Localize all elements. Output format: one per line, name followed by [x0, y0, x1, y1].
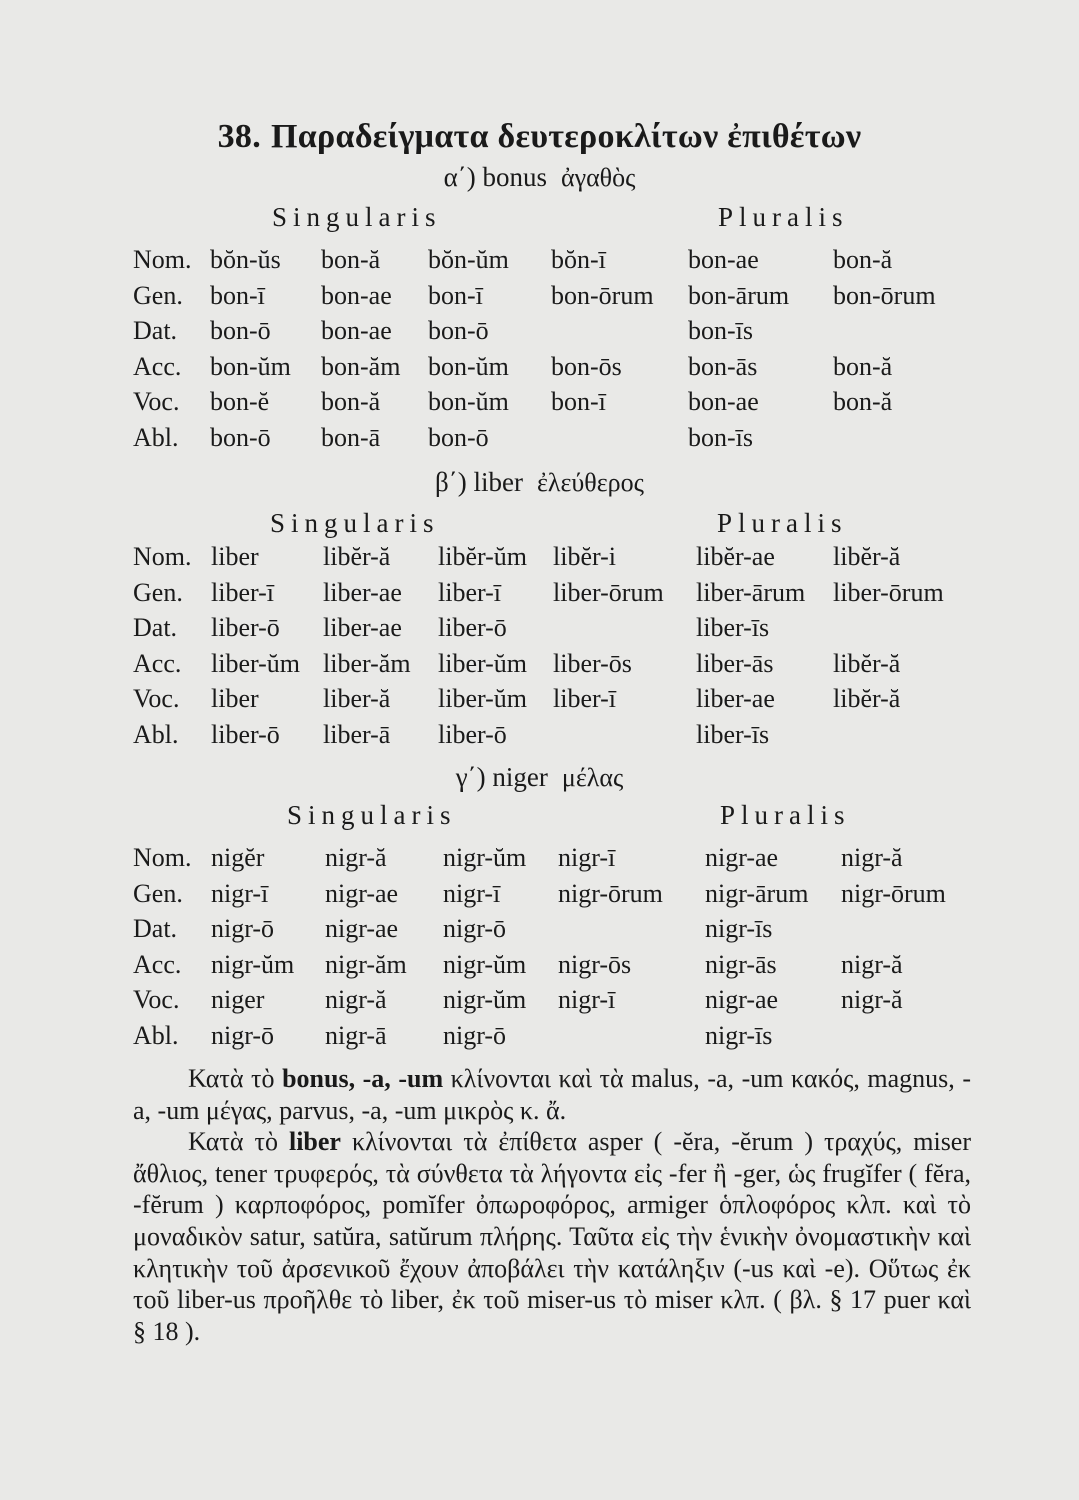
form-cell: libĕr-ŭm — [438, 542, 528, 571]
form-cell: liber-ŭm — [438, 648, 528, 678]
form-cell: nigr-ārum — [705, 878, 809, 908]
text-run: κλίνονται τὰ ἐπίθετα asper ( -ĕra, -ĕrum ) τραχύς, miser ἄθλιος, tener τρυφερός, τὰ σύνθετα τὰ λήγοντα εἰς -fer ἢ -ger, ὡς frugĭfer ( fĕra, -fĕrum ) καρποφόρος, pomĭfer ὀπωροφόρος, armiger ὁπλοφόρος κλπ. καὶ τὸ μοναδικὸν satur, satŭra, satŭrum πλήρης. Ταῦτα εἰς τὴν ἑνικὴν ὀνομαστικὴν καὶ κλητικὴν τοῦ ἀρσενικοῦ ἔχουν ἀποβάλει τὴν κατάληξιν (-us καὶ -e). Οὕτως ἐκ τοῦ liber-us προῆλθε τὸ liber, ἐκ τοῦ miser-us τὸ miser κλπ. ( βλ. § 17 puer καὶ § 18 ). — [133, 1127, 972, 1346]
subtitle-liber — [0, 467, 1079, 498]
form-cell: bon-ō — [210, 316, 271, 345]
case-label: Nom. — [133, 542, 192, 571]
form-cell: bŏn-ī — [551, 245, 606, 274]
case-label: Nom. — [133, 245, 192, 274]
subtitle-greek: μέλας — [561, 763, 624, 792]
form-cell: liber-ārum — [696, 577, 806, 607]
form-cell: nigr-ās — [705, 949, 777, 979]
case-label: Abl. — [133, 1020, 179, 1050]
bold-term: bonus, -a, -um — [282, 1064, 444, 1093]
case-label: Acc. — [133, 648, 182, 678]
section-heading: Παραδείγματα δευτεροκλίτων ἐπιθέτων — [271, 118, 862, 155]
form-cell: liber-ī — [211, 577, 275, 607]
paragraph-liber — [133, 1126, 971, 1347]
form-cell: bon-ōrum — [551, 280, 654, 310]
form-cell: nigr-ă — [841, 843, 903, 872]
case-label: Abl. — [133, 422, 179, 452]
form-cell: bon-ŭm — [210, 351, 291, 381]
form-cell: bon-ō — [428, 316, 489, 345]
form-cell: liber-īs — [696, 613, 770, 642]
form-cell: nigr-ā — [325, 1020, 387, 1050]
pluralis-heading: Pluralis — [717, 508, 848, 538]
form-cell: bon-ă — [833, 245, 893, 274]
form-cell: nigr-ō — [211, 914, 275, 943]
bold-term: liber — [288, 1127, 341, 1157]
form-cell: bon-ae — [688, 245, 759, 274]
form-cell: liber-ae — [323, 613, 402, 642]
form-cell: nigr-ō — [211, 1020, 275, 1050]
form-cell: nigr-ă — [325, 843, 387, 872]
form-cell: bon-ās — [688, 351, 758, 381]
form-cell: bon-ārum — [688, 280, 790, 310]
form-cell: bon-ō — [428, 422, 489, 452]
singularis-heading: Singularis — [287, 800, 457, 830]
form-cell: bon-ă — [321, 387, 381, 416]
case-label: Nom. — [133, 843, 192, 872]
text-run: Κατὰ τὸ — [188, 1127, 289, 1157]
case-label: Dat. — [133, 316, 178, 345]
form-cell: liber-ō — [438, 719, 507, 749]
form-cell: liber-ō — [438, 613, 507, 642]
subtitle-label: α΄) bonus — [443, 162, 547, 192]
form-cell: libĕr-ă — [833, 684, 901, 713]
form-cell: liber-ōs — [553, 648, 632, 678]
form-cell: nigr-ŭm — [211, 949, 295, 979]
form-cell: liber-ăm — [323, 648, 411, 678]
form-cell: nigr-ōs — [558, 949, 632, 979]
text-run: κλίνονται καὶ τὰ malus, -a, -um κακός, magnus, -a, -um μέγας, parvus, -a, -um μικρὸς κ. ἄ. — [133, 1064, 972, 1125]
form-cell: bon-ŭm — [428, 351, 509, 381]
form-cell: nigr-ō — [443, 1020, 507, 1050]
form-cell: bon-ă — [321, 245, 381, 274]
form-cell: nigr-ī — [211, 878, 269, 908]
form-cell: liber-ōrum — [553, 577, 664, 607]
form-cell: bon-ae — [321, 316, 392, 345]
case-label: Voc. — [133, 985, 180, 1014]
form-cell: bon-ăm — [321, 351, 401, 381]
form-cell: nigr-ae — [705, 985, 779, 1014]
form-cell: bon-ă — [833, 351, 893, 381]
case-label: Gen. — [133, 577, 183, 607]
form-cell: nigr-ae — [325, 878, 399, 908]
form-cell: nigr-ă — [841, 985, 903, 1014]
form-cell: bon-ŭm — [428, 387, 509, 416]
section-number: 38. — [217, 118, 262, 155]
subtitle-niger — [0, 762, 1079, 793]
paragraph-bonus — [133, 1063, 971, 1126]
pluralis-heading: Pluralis — [718, 202, 849, 232]
case-label: Abl. — [133, 719, 179, 749]
form-cell: bon-ī — [551, 387, 606, 416]
form-cell: bon-ā — [321, 422, 381, 452]
form-cell: liber-īs — [696, 719, 770, 749]
form-cell: nigr-ăm — [325, 949, 407, 979]
form-cell: liber-ŭm — [211, 648, 301, 678]
form-cell: bon-ō — [210, 422, 271, 452]
form-cell: bon-ă — [833, 387, 893, 416]
form-cell: liber-ae — [323, 577, 402, 607]
explanatory-text — [133, 1063, 971, 1347]
form-cell: bŏn-ŭs — [210, 245, 281, 274]
form-cell: bŏn-ŭm — [428, 245, 509, 274]
form-cell: bon-ae — [688, 387, 759, 416]
form-cell: libĕr-ă — [323, 542, 391, 571]
singularis-heading: Singularis — [270, 508, 440, 538]
form-cell: bon-īs — [688, 316, 753, 345]
form-cell: bon-ōrum — [833, 280, 936, 310]
form-cell: libĕr-ae — [696, 542, 775, 571]
form-cell: liber-ŭm — [438, 684, 528, 713]
case-label: Voc. — [133, 684, 180, 713]
form-cell: liber-ā — [323, 719, 391, 749]
form-cell: liber-ōrum — [833, 577, 944, 607]
section-title — [0, 118, 1079, 156]
form-cell: liber — [211, 542, 259, 571]
form-cell: nigr-īs — [705, 914, 773, 943]
form-cell: liber — [211, 684, 259, 713]
form-cell: nigĕr — [211, 843, 265, 872]
text-run: Κατὰ τὸ — [188, 1064, 283, 1093]
form-cell: bon-īs — [688, 422, 753, 452]
form-cell: nigr-ō — [443, 914, 507, 943]
form-cell: liber-ī — [553, 684, 617, 713]
case-label: Dat. — [133, 613, 178, 642]
form-cell: nigr-ī — [443, 878, 501, 908]
form-cell: bon-ĕ — [210, 387, 270, 416]
subtitle-label: β΄) liber — [435, 467, 523, 497]
pluralis-heading: Pluralis — [720, 800, 851, 830]
form-cell: bon-ī — [428, 280, 483, 310]
form-cell: nigr-ōrum — [841, 878, 946, 908]
form-cell: bon-ae — [321, 280, 392, 310]
form-cell: nigr-ī — [558, 843, 616, 872]
form-cell: liber-ī — [438, 577, 502, 607]
subtitle-label: γ΄) niger — [455, 762, 548, 792]
case-label: Voc. — [133, 387, 180, 416]
subtitle-greek: ἐλεύθερος — [536, 468, 644, 497]
form-cell: nigr-ae — [325, 914, 399, 943]
form-cell: nigr-ōrum — [558, 878, 663, 908]
form-cell: liber-ō — [211, 613, 280, 642]
form-cell: liber-ō — [211, 719, 280, 749]
case-label: Dat. — [133, 914, 178, 943]
form-cell: libĕr-ă — [833, 542, 901, 571]
case-label: Gen. — [133, 878, 183, 908]
subtitle-greek: ἀγαθὸς — [560, 163, 636, 192]
form-cell: libĕr-i — [553, 542, 617, 571]
form-cell: bon-ōs — [551, 351, 622, 381]
case-label: Acc. — [133, 949, 182, 979]
form-cell: nigr-ă — [325, 985, 387, 1014]
form-cell: liber-ă — [323, 684, 391, 713]
form-cell: nigr-ŭm — [443, 843, 527, 872]
subtitle-bonus — [0, 162, 1079, 193]
form-cell: niger — [211, 985, 265, 1014]
singularis-heading: Singularis — [272, 202, 442, 232]
form-cell: nigr-ŭm — [443, 949, 527, 979]
case-label: Acc. — [133, 351, 182, 381]
form-cell: libĕr-ă — [833, 648, 901, 678]
form-cell: nigr-ŭm — [443, 985, 527, 1014]
form-cell: nigr-ă — [841, 949, 903, 979]
case-label: Gen. — [133, 280, 183, 310]
form-cell: bon-ī — [210, 280, 265, 310]
form-cell: liber-ae — [696, 684, 775, 713]
form-cell: nigr-ī — [558, 985, 616, 1014]
form-cell: nigr-īs — [705, 1020, 773, 1050]
form-cell: nigr-ae — [705, 843, 779, 872]
form-cell: liber-ās — [696, 648, 774, 678]
